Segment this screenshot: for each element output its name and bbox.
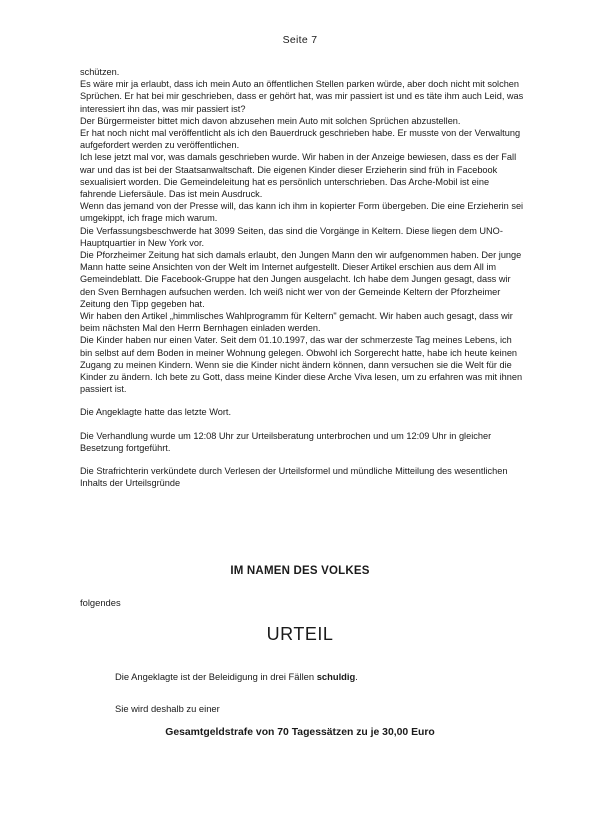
statement-line: Ich lese jetzt mal vor, was damals geschrieben wurde. Wir haben in der Anzeige bewiesen, dass es der Fall war und das ist bei der Staatsanwaltschaft. Die eigenen Kinder dieser Erzieherin sind früh in Facebook sexualisiert worden. Die Gemeindeleitung hat es persönlich unterschrieben. Das Arche-Mobil ist eine fahrende Liefersäule. Das ist mein Ausdruck. (80, 152, 517, 200)
statement-body (80, 66, 526, 490)
adjournment-paragraph: Die Verhandlung wurde um 12:08 Uhr zur Urteilsberatung unterbrochen und um 12:09 Uhr in gleicher Besetzung fortgeführt. (80, 430, 492, 453)
statement-line: Wir haben den Artikel „himmlisches Wahlprogramm für Keltern" gemacht. Wir haben auch gesagt, dass wir beim nächsten Mal den Herrn Bernhagen einladen werden. (80, 311, 513, 334)
verdict-guilty-prefix: Die Angeklagte ist der Beleidigung in drei Fällen (115, 671, 317, 682)
page-number: Seite 7 (282, 34, 318, 46)
announcement-paragraph: Die Strafrichterin verkündete durch Verlesen der Urteilsformel und mündliche Mitteilung des wesentlichen Inhalts der Urteilsgründe (80, 466, 508, 489)
statement-line: Es wäre mir ja erlaubt, dass ich mein Auto an öffentlichen Stellen parken würde, aber doch nicht mit solchen Sprüchen. Er hat bei mir geschrieben, dass er gehört hat, was mir passiert ist und es täte ihm auch Leid, was interessiert ihn das, was mir passiert ist? (80, 79, 524, 114)
folgendes-label: folgendes (80, 597, 121, 608)
urteil-title: URTEIL (266, 624, 334, 644)
statement-line: Der Bürgermeister bittet mich davon abzusehen mein Auto mit solchen Sprüchen abzustellen. (80, 115, 461, 126)
last-word-paragraph: Die Angeklagte hatte das letzte Wort. (80, 407, 232, 418)
statement-line: schützen. (80, 67, 120, 77)
penalty-line: Gesamtgeldstrafe von 70 Tagessätzen zu je 30,00 Euro (165, 727, 435, 738)
verdict-sentence-intro: Sie wird deshalb zu einer (115, 703, 220, 714)
verdict-heading: IM NAMEN DES VOLKES (230, 565, 370, 577)
verdict-guilty-word: schuldig (316, 671, 356, 682)
statement-line: Die Pforzheimer Zeitung hat sich damals erlaubt, den Jungen Mann den wir aufgenommen haben. Der junge Mann hatte seine Ansichten von der Welt im Internet aufgestellt. Dieser Artikel erschien aus dem All im Gemeindeblatt. Die Facebook-Gruppe hat den Jungen ausgelacht. Ich habe dem Jungen gesagt, dass wir den Sven Bernhagen aufsuchen werden. Ich weiß nicht wer von der Gemeinde Keltern der Pforzheimer Zeitung den Tipp gegeben hat. (80, 250, 522, 309)
verdict-guilty-suffix: . (355, 671, 358, 682)
verdict-guilty-line (115, 671, 358, 682)
statement-line: Wenn das jemand von der Presse will, das kann ich ihm in kopierter Form übergeben. Die eine Erzieherin sei umgekippt, ich frage mich warum. (80, 201, 524, 224)
statement-line: Die Verfassungsbeschwerde hat 3099 Seiten, das sind die Vorgänge in Keltern. Diese liegen dem UNO-Hauptquartier in New York vor. (80, 225, 503, 248)
statement-line: Die Kinder haben nur einen Vater. Seit dem 01.10.1997, das war der schmerzeste Tag meines Lebens, ich bin selbst auf dem Boden in meiner Wohnung gelegen. Obwohl ich Sorgerecht hatte, habe ich heute keinen Zugang zu meinen Kindern. Wenn sie die Kinder nicht ändern können, dann versuchen sie die Welt für die Kinder zu ändern. Ich bete zu Gott, dass meine Kinder diese Arche Viva lesen, um zu erfahren was mit ihnen passiert ist. (80, 335, 523, 395)
statement-line: Er hat noch nicht mal veröffentlicht als ich den Bauerdruck geschrieben habe. Er musste von der Verwaltung aufgefordert werden zu veröffentlichen. (80, 128, 521, 151)
